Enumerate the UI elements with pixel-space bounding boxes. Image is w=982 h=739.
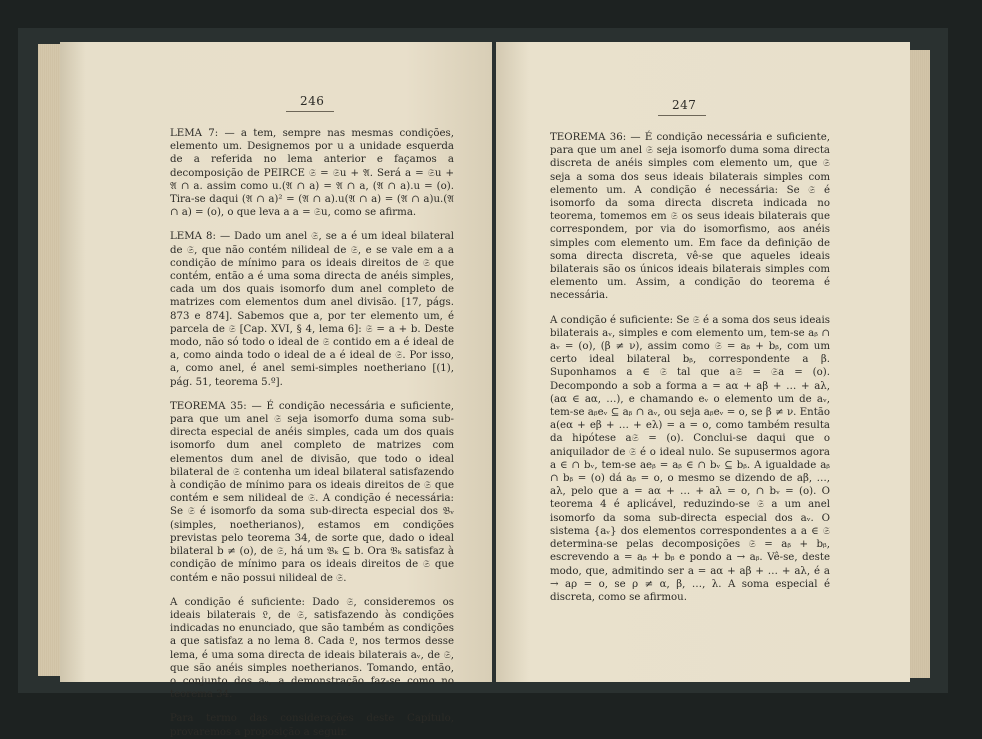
page-number-right: 247	[672, 98, 697, 112]
left-paragraph-lema-7: LEMA 7: — a tem, sempre nas mesmas condições, elemento um. Designemos por u a unidade esquerda de a referida no lema anterior e façamos a decomposição de PEIRCE 𝔖 = 𝔖u + 𝔄. Será a = 𝔖u + 𝔄 ∩ a. assim como u.(𝔄 ∩ a) = 𝔄 ∩ a, (𝔄 ∩ a).u = (o). Tira-se daqui (𝔄 ∩ a)² = (𝔄 ∩ a).u(𝔄 ∩ a) = (𝔄 ∩ a)u.(𝔄 ∩ a) = (o), o que leva a a = 𝔖u, como se afirma.	[170, 128, 454, 219]
right-paragraph-teorema-36: TEOREMA 36: — É condição necessária e suficiente, para que um anel 𝔖 seja isomorfo duma soma directa discreta de anéis simples com elemento um, que 𝔖 seja a soma dos seus ideais bilaterais simples com elemento um. A condição é necessária: Se 𝔖 é isomorfo da soma directa discreta indicada no teorema, tomemos em 𝔖 os seus ideais bilaterais que correspondem, por via do isomorfismo, aos anéis simples com elemento um. Em face da definição de soma directa discreta, vê-se que aqueles ideais bilaterais são os únicos ideais bilaterais simples com elemento um. Assim, a condição do teorema é necessária.	[550, 132, 830, 302]
left-paragraph-lema-8: LEMA 8: — Dado um anel 𝔖, se a é um ideal bilateral de 𝔖, que não contém nilideal de 𝔖, e se vale em a a condição de mínimo para os ideais direitos de 𝔖 que contém, então a é uma soma directa de anéis simples, cada um dos quais isomorfo dum anel completo de matrizes com elementos dum anel divisão. [17, págs. 873 e 874]. Sabemos que a, por ter elemento um, é parcela de 𝔖 [Cap. XVI, § 4, lema 6]: 𝔖 = a + b. Deste modo, não só todo o ideal de 𝔖 contido em a é ideal de a, como ainda todo o ideal de a é ideal de 𝔖. Por isso, a, como anel, é anel semi-simples noetheriano [(1), pág. 51, teorema 5.º].	[170, 231, 454, 388]
left-paragraph-teorema-35: TEOREMA 35: — É condição necessária e suficiente, para que um anel 𝔖 seja isomorfo duma soma sub-directa especial de anéis simples, cada um dos quais isomorfo dum anel completo de matrizes com elementos dum anel de divisão, que todo o ideal bilateral de 𝔖 contenha um ideal bilateral satisfazendo à condição de mínimo para os ideais direitos de 𝔖 que contém e sem nilideal de 𝔖. A condição é necessária: Se 𝔖 é isomorfo da soma sub-directa especial dos 𝔅ᵥ (simples, noetherianos), estamos em condições previstas pelo teorema 34, de sorte que, dado o ideal bilateral b ≠ (o), de 𝔖, há um 𝔅ₖ ⊆ b. Ora 𝔅ₖ satisfaz à condição de mínimo para os ideais direitos de 𝔖 que contém e não possui nilideal de 𝔖.	[170, 400, 454, 584]
page-number-rule-right	[658, 115, 706, 116]
page-number-rule-left	[286, 111, 334, 112]
right-page	[496, 42, 910, 682]
left-paragraph-closing: Para termo das considerações deste Capítulo, provaremos a proposição a seguir.	[170, 713, 454, 738]
page-number-left: 246	[300, 94, 325, 108]
left-page	[60, 42, 492, 738]
right-text-block	[550, 131, 830, 604]
left-paragraph-sufficiency: A condição é suficiente: Dado 𝔖, consideremos os ideais bilaterais 𝔏, de 𝔖, satisfazendo às condições indicadas no enunciado, que são também as condições a que satisfaz a no lema 8. Cada 𝔏, nos termos desse lema, é uma soma directa de ideais bilaterais aᵥ, de 𝔖, que são anéis simples noetherianos. Tomando, então, o conjunto dos aᵥ, a demonstração faz-se como no teorema 34.	[170, 596, 454, 701]
page-edges-right	[908, 50, 930, 678]
left-text-block	[170, 127, 454, 739]
right-paragraph-sufficiency: A condição é suficiente: Se 𝔖 é a soma dos seus ideais bilaterais aᵥ, simples e com elemento um, tem-se aᵦ ∩ aᵥ = (o), (β ≠ ν), assim como 𝔖 = aᵦ + bᵦ, com um certo ideal bilateral bᵦ, correspondente a β. Suponhamos a ∈ 𝔖 tal que a𝔖 = 𝔖a = (o). Decompondo a sob a forma a = aα + aβ + … + aλ, (aα ∈ aα, …), e chamando eᵥ o elemento um de aᵥ, tem-se aᵦeᵥ ⊆ aᵦ ∩ aᵥ, ou seja aᵦeᵥ = o, se β ≠ ν. Então a(eα + eβ + … + eλ) = a = o, como também resulta da hipótese a𝔖 = (o). Conclui-se daqui que o aniquilador de 𝔖 é o ideal nulo. Se supusermos agora a ∈ ∩ bᵥ, tem-se aeᵦ = aᵦ ∈ ∩ bᵥ ⊆ bᵦ. A igualdade aᵦ ∩ bᵦ = (o) dá aᵦ = o, o mesmo se dizendo de aβ, …, aλ, pelo que a = aα + … + aλ = o, ∩ bᵥ = (o). O teorema 4 é aplicável, reduzindo-se 𝔖 a um anel isomorfo da soma sub-directa especial dos aᵥ. O sistema {aᵥ} dos elementos correspondentes a a ∈ 𝔖 determina-se pelas decomposições 𝔖 = aᵦ + bᵦ, escrevendo a = aᵦ + bᵦ e pondo a → aᵦ. Vê-se, deste modo, que, admitindo ser a = aα + aβ + … + aλ, é a → aρ = o, se ρ ≠ α, β, …, λ. A soma especial é discreta, como se afirmou.	[550, 314, 830, 603]
